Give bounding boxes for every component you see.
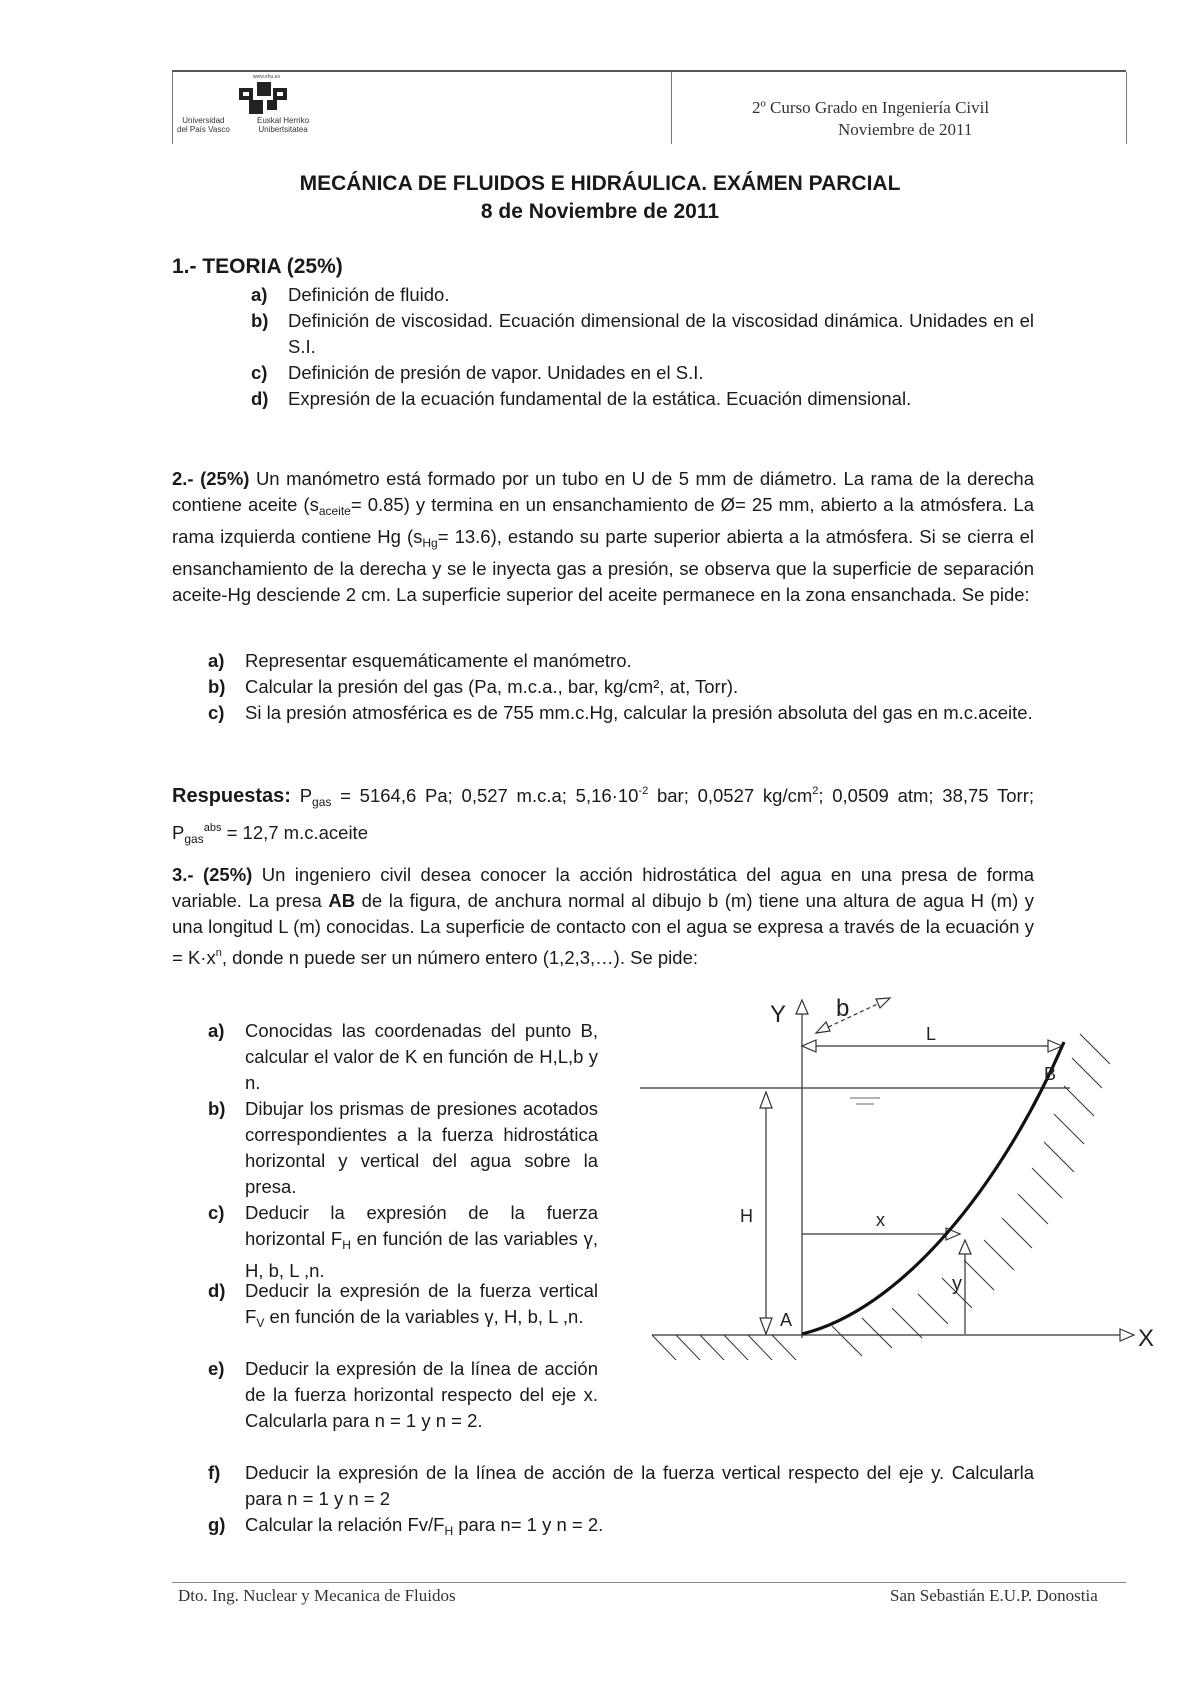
page-header [172, 70, 1126, 144]
footer-location: San Sebastián E.U.P. Donostia [890, 1586, 1098, 1605]
logo-url: www.ehu.es [253, 74, 280, 80]
footer-department: Dto. Ing. Nuclear y Mecanica de Fluidos [178, 1586, 456, 1605]
q2-item-a: a) Representar esquemáticamente el manómetro. [208, 650, 632, 671]
logo-text-left: Universidad del País Vasco [177, 116, 230, 134]
x-axis-arrow [1120, 1329, 1134, 1341]
q1-item-d: d) Expresión de la ecuación fundamental de la estática. Ecuación dimensional. [251, 388, 912, 409]
course-info-cell [670, 72, 1127, 144]
q1-heading: 1.- TEORIA (25%) [172, 255, 343, 278]
q3-item-a: a) Conocidas las coordenadas del punto B, calcular el valor de K en función de H,L,b y n. [208, 1020, 598, 1093]
q3-statement: 3.- (25%) Un ingeniero civil desea conocer la acción hidrostática del agua en una presa de forma variable. La presa AB de la figura, de anchura normal al dibujo b (m) tiene una altura de agua H (m) y una longitud L (m) conocidas. La superficie de contacto con el agua se expresa a través de la ecuación $y = K\cdot x^n$, donde n puede ser un número entero (1,2,3,…). Se pide: [172, 864, 1035, 968]
university-logo-cell [172, 72, 672, 144]
q1-item-a: a) Definición de fluido. [251, 284, 450, 305]
q3-item-f: f) Deducir la expresión de la línea de acción de la fuerza vertical respecto del eje y. Calcularla para n = 1 y n = 2 [208, 1462, 1034, 1509]
dam-profile [802, 1042, 1064, 1334]
footer-divider [172, 1582, 1126, 1583]
q2-item-c: c) Si la presión atmosférica es de 755 mm.c.Hg, calcular la presión absoluta del gas en m.c.aceite. [208, 702, 1033, 723]
dam-hatch [832, 1034, 1110, 1356]
answers-heading: Respuestas: [172, 785, 291, 807]
q2-statement: 2.- (25%) Un manómetro está formado por un tubo en U de 5 mm de diámetro. La rama de la derecha contiene aceite $(s_{aceite}= 0.85)$ y termina en un ensanchamiento de Ø= 25 mm, abierto a la atmósfera. La rama izquierda contiene Hg $(s_{Hg}= 13.6)$, estando su parte superior abierta a la atmósfera. Si se cierra el ensanchamiento de la derecha y se le inyecta gas a presión, se observa que la superficie de separación aceite-Hg desciende 2 cm. La superficie superior del aceite permanece en la zona ensanchada. Se pide: [172, 468, 1035, 605]
q1-item-c: c) Definición de presión de vapor. Unidades en el S.I. [251, 362, 704, 383]
logo-text-right: Euskal Herriko Unibertsitatea [257, 116, 310, 134]
b-point-label: B [1044, 1064, 1057, 1084]
q3-item-c: c) Deducir la expresión de la fuerza horizontal $F_H$ en función de las variables γ, H, b, L ,n. [208, 1202, 598, 1281]
y-label: y [952, 1273, 962, 1295]
q3-item-b: b) Dibujar los prismas de presiones acotados correspondientes a la fuerza hidrostática horizontal y vertical del agua sobre la presa. [208, 1098, 598, 1197]
b-label: b [836, 995, 850, 1022]
q3-heading: 3.- (25%) [172, 864, 253, 885]
x-label: x [876, 1210, 885, 1230]
course-name: 2º Curso Grado en Ingeniería Civil [752, 98, 990, 117]
q2-answers: Respuestas: $P_{gas} = 5164,6$ Pa; 0,527 m.c.a; $5,16\cdot 10^{-2}$ bar; 0,0527 $kg/cm^2$; 0,0509 atm; 38,75 Torr; $P_{gas}^{abs} = 12,7$ m.c.aceite [172, 785, 1035, 846]
l-label: L [926, 1024, 937, 1044]
q2-heading: 2.- (25%) [172, 468, 250, 489]
q1-item-b: b) Definición de viscosidad. Ecuación dimensional de la viscosidad dinámica. Unidades en el S.I. [251, 310, 1034, 357]
q3-item-e: e) Deducir la expresión de la línea de acción de la fuerza horizontal respecto del eje x. Calcularla para n = 1 y n = 2. [208, 1358, 598, 1431]
q3-item-g: g) Calcular la relación $Fv/F_H$ para n= 1 y n = 2. [208, 1514, 604, 1538]
y-axis-label: Y [770, 1001, 787, 1028]
y-axis-arrow [796, 1000, 808, 1014]
h-label: H [740, 1206, 753, 1226]
x-axis-label: X [1138, 1325, 1155, 1352]
a-point-label: A [780, 1310, 793, 1330]
dam-figure [640, 990, 1180, 1360]
q2-item-b: b) Calcular la presión del gas (Pa, m.c.a., bar, kg/cm², at, Torr). [208, 676, 739, 697]
exam-title: MECÁNICA DE FLUIDOS E HIDRÁULICA. EXÁMEN PARCIAL [299, 172, 901, 195]
ground-hatch [652, 1335, 798, 1360]
header-date: Noviembre de 2011 [838, 120, 973, 139]
b-arrow [822, 1000, 886, 1030]
exam-date: 8 de Noviembre de 2011 [480, 200, 720, 223]
q3-item-d: d) Deducir la expresión de la fuerza vertical $F_V$ en función de la variables γ, H, b, L ,n. [208, 1280, 598, 1330]
university-logo-icon [239, 82, 299, 116]
